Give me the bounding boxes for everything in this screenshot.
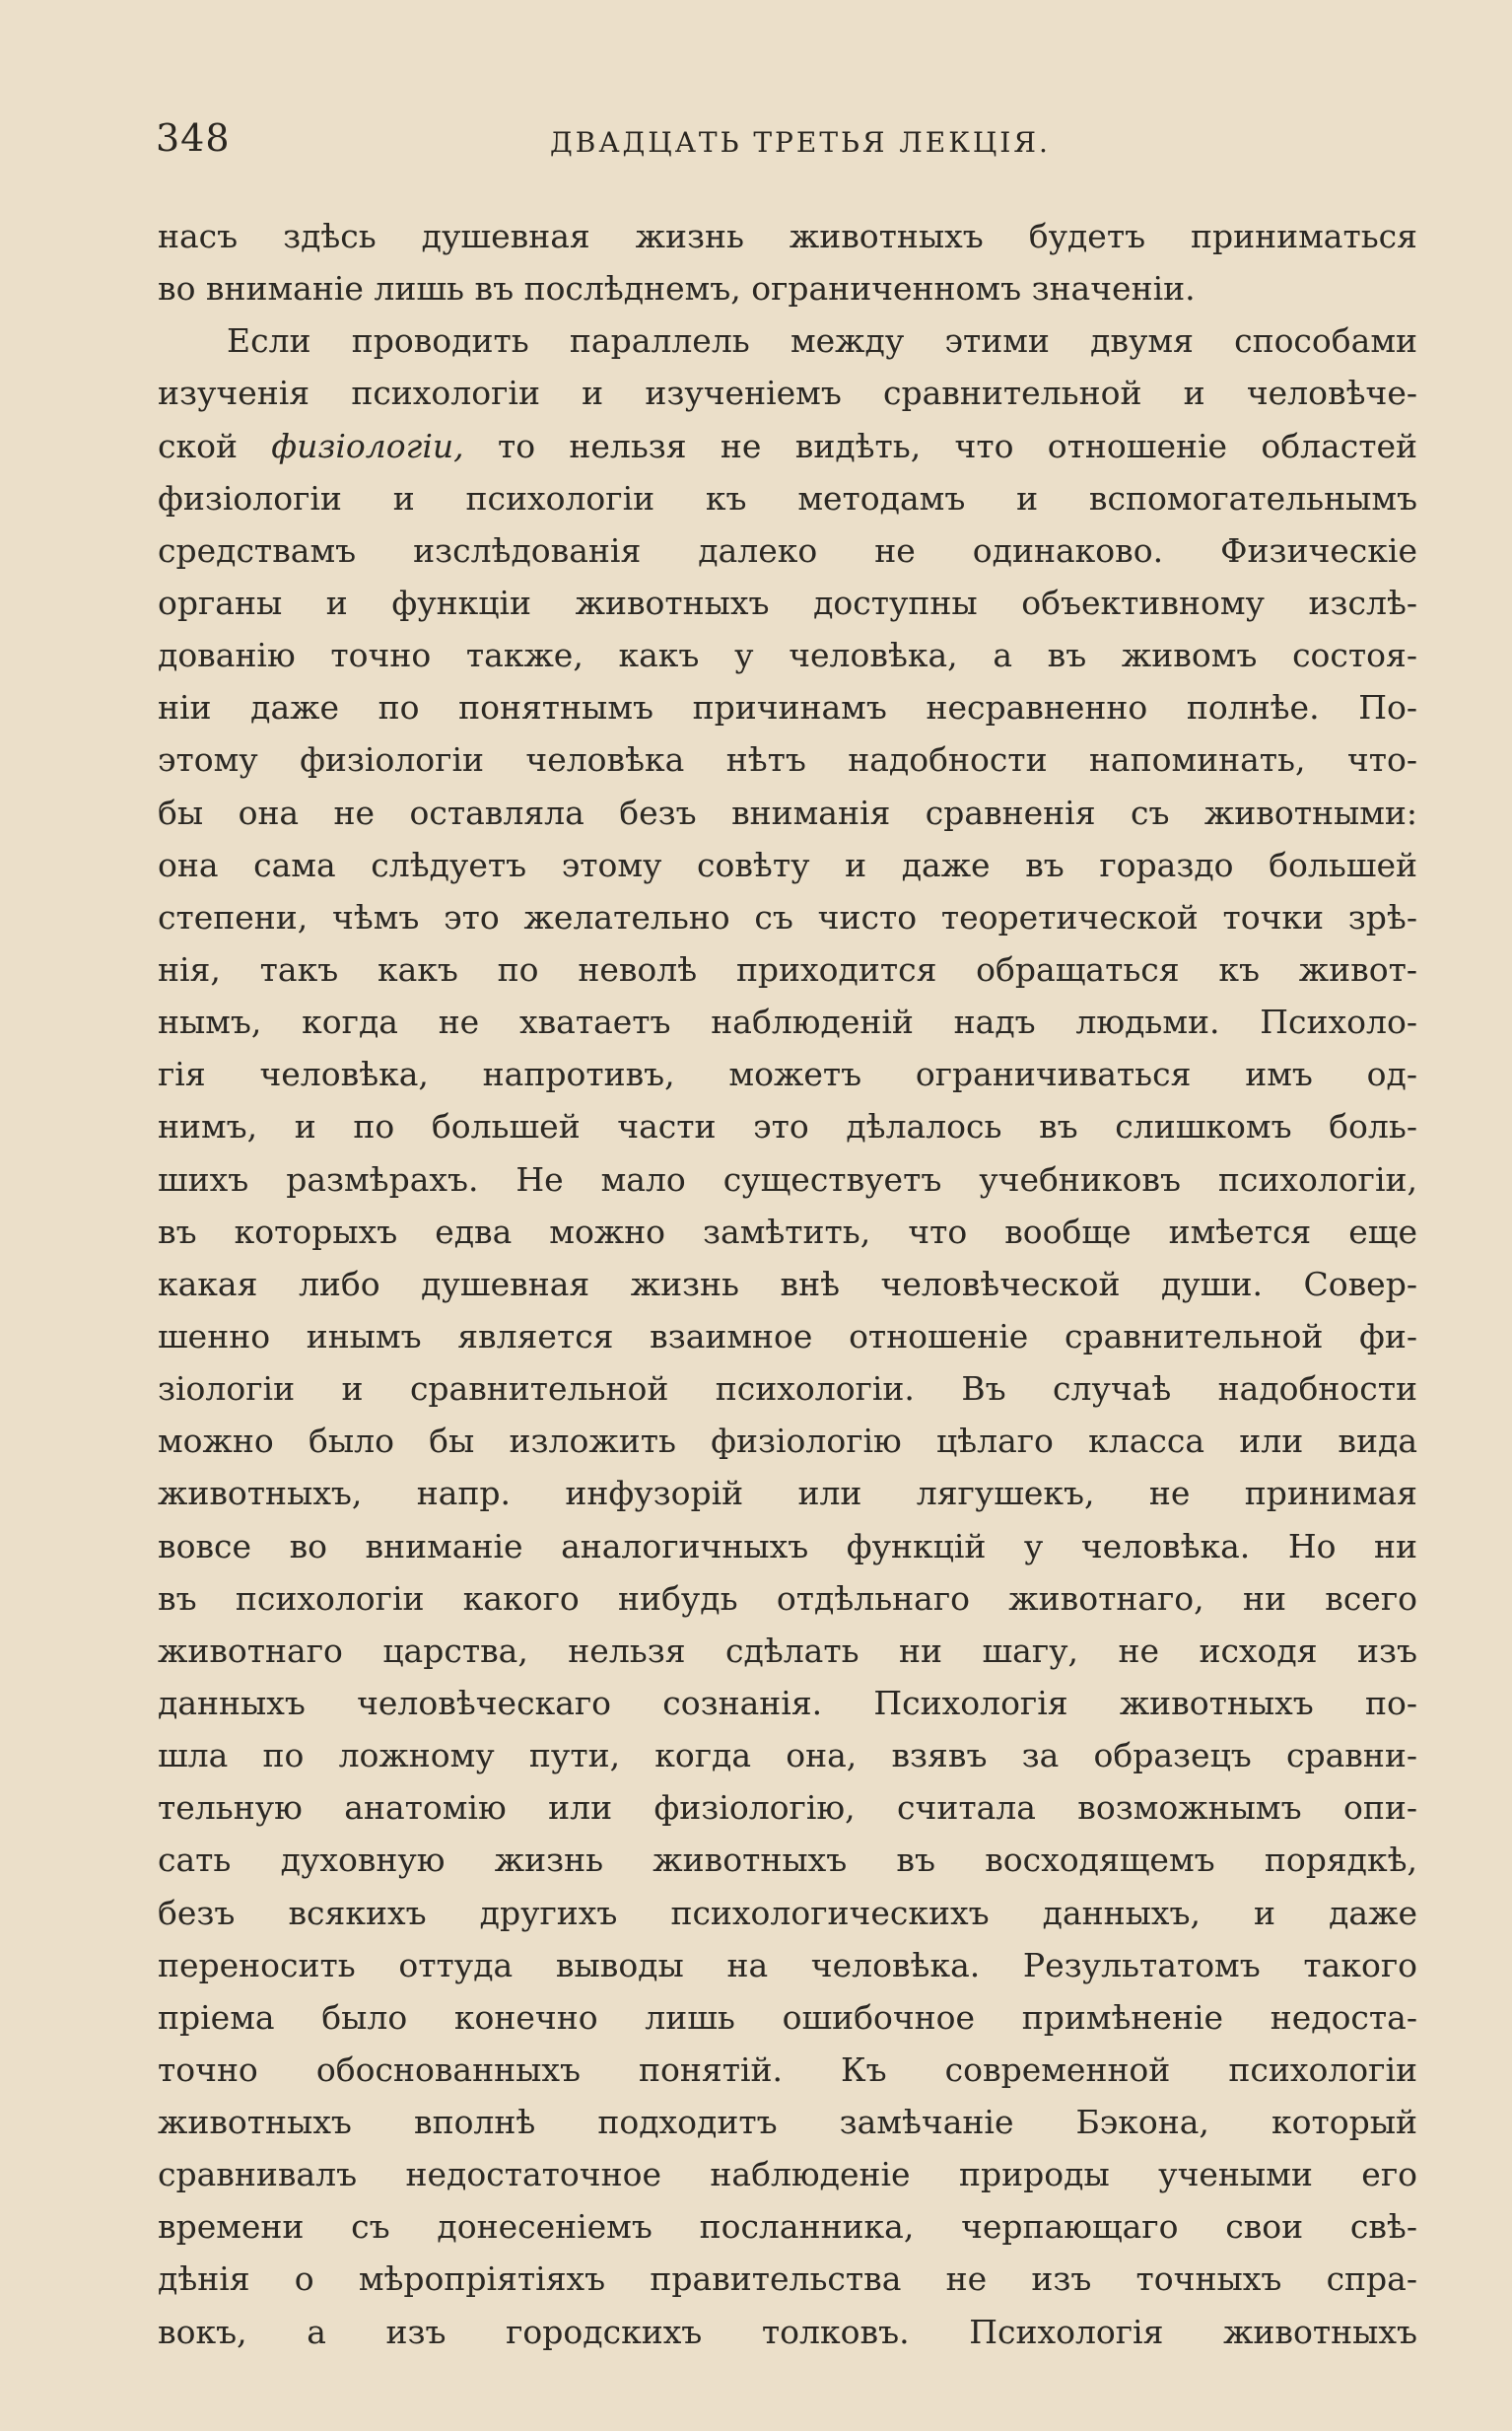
text-line: во вниманіе лишь въ послѣднемъ, ограниченномъ значеніи. [158, 269, 1196, 309]
text-segment: то нельзя не видѣть, что отношеніе областей [497, 426, 1417, 465]
running-head: ДВАДЦАТЬ ТРЕТЬЯ ЛЕКЦІЯ. [550, 126, 1051, 159]
text-line: дѣнія о мѣропріятіяхъ правительства не изъ точныхъ спра- [158, 2259, 1417, 2299]
text-line: животныхъ вполнѣ подходитъ замѣчаніе Бэкона, который [158, 2103, 1417, 2142]
text-line: животнаго царства, нельзя сдѣлать ни шагу, не исходя изъ [158, 1631, 1417, 1670]
text-line: она сама слѣдуетъ этому совѣту и даже въ гораздо большей [158, 845, 1417, 884]
text-line: этому физіологіи человѣка нѣтъ надобности напоминать, что- [158, 740, 1417, 780]
text-line: сать духовную жизнь животныхъ въ восходящемъ порядкѣ, [158, 1841, 1417, 1880]
text-line: шенно инымъ является взаимное отношеніе сравнительной фи- [158, 1316, 1417, 1355]
text-line-with-italic [158, 420, 1417, 472]
text-line: времени съ донесеніемъ посланника, черпающаго свои свѣ- [158, 2207, 1417, 2247]
text-line: пріема было конечно лишь ошибочное примѣненіе недоста- [158, 1997, 1417, 2037]
text-line: данныхъ человѣческаго сознанія. Психологія животныхъ по- [158, 1683, 1417, 1722]
page-number: 348 [156, 116, 231, 160]
text-segment: ской [158, 426, 238, 465]
text-line: насъ здѣсь душевная жизнь животныхъ будетъ приниматься [158, 217, 1417, 255]
text-line: какая либо душевная жизнь внѣ человѣческой души. Совер- [158, 1264, 1417, 1303]
text-line: шихъ размѣрахъ. Не мало существуетъ учебниковъ психологіи, [158, 1159, 1417, 1199]
body-text [158, 210, 1417, 2358]
text-line: изученія психологіи и изученіемъ сравнительной и человѣче- [158, 374, 1417, 413]
text-line: бы она не оставляла безъ вниманія сравненія съ животными: [158, 793, 1417, 832]
text-line: сравнивалъ недостаточное наблюденіе природы учеными его [158, 2155, 1417, 2194]
page-header [156, 116, 1417, 166]
text-line: ніи даже по понятнымъ причинамъ несравненно полнѣе. По- [158, 688, 1417, 728]
text-line: Если проводить параллель между этими двумя способами [227, 321, 1417, 361]
italic-term: физіологіи, [271, 426, 464, 465]
text-line: точно обоснованныхъ понятій. Къ современной психологіи [158, 2049, 1417, 2089]
text-line: степени, чѣмъ это желательно съ чисто теоретической точки зрѣ- [158, 897, 1417, 937]
text-line: органы и функціи животныхъ доступны объективному изслѣ- [158, 583, 1417, 622]
text-line: можно было бы изложить физіологію цѣлаго класса или вида [158, 1422, 1417, 1461]
text-line: въ психологіи какого нибудь отдѣльнаго животнаго, ни всего [158, 1578, 1417, 1618]
text-line: гія человѣка, напротивъ, можетъ ограничиваться имъ од- [158, 1055, 1417, 1094]
text-line: въ которыхъ едва можно замѣтить, что вообще имѣется еще [158, 1212, 1417, 1251]
text-line: тельную анатомію или физіологію, считала возможнымъ опи- [158, 1788, 1417, 1828]
text-line: нимъ, и по большей части это дѣлалось въ слишкомъ боль- [158, 1107, 1417, 1146]
text-line: зіологіи и сравнительной психологіи. Въ случаѣ надобности [158, 1369, 1417, 1409]
text-line: средствамъ изслѣдованія далеко не одинаково. Физическіе [158, 530, 1417, 570]
text-line: нымъ, когда не хватаетъ наблюденій надъ людьми. Психоло- [158, 1003, 1417, 1042]
text-line: переносить оттуда выводы на человѣка. Результатомъ такого [158, 1945, 1417, 1984]
text-line: нія, такъ какъ по неволѣ приходится обращаться къ живот- [158, 949, 1417, 989]
text-line: вокъ, а изъ городскихъ толковъ. Психологія животныхъ [158, 2312, 1417, 2351]
text-line: безъ всякихъ другихъ психологическихъ данныхъ, и даже [158, 1893, 1417, 1932]
text-line: шла по ложному пути, когда она, взявъ за образецъ сравни- [158, 1736, 1417, 1775]
text-line: физіологіи и психологіи къ методамъ и вспомогательнымъ [158, 478, 1417, 518]
text-line: вовсе во вниманіе аналогичныхъ функцій у человѣка. Но ни [158, 1526, 1417, 1565]
text-line: животныхъ, напр. инфузорій или лягушекъ, не принимая [158, 1474, 1417, 1513]
text-line: дованію точно также, какъ у человѣка, а въ живомъ состоя- [158, 636, 1417, 675]
